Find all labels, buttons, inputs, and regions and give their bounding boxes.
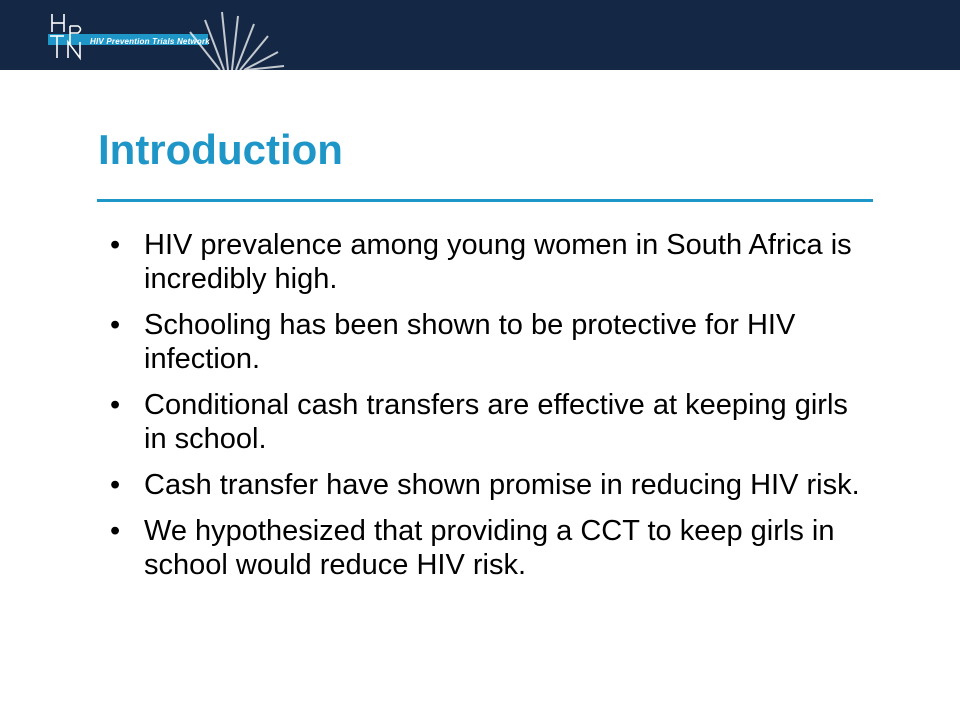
bullet-dot-icon: •: [110, 229, 121, 261]
bullet-text: Cash transfer have shown promise in reducing HIV risk.: [144, 469, 860, 501]
hptn-logo: [40, 6, 300, 70]
bullet-text: Schooling has been shown to be protective for HIV infection.: [144, 309, 796, 375]
bullet-dot-icon: •: [110, 309, 121, 341]
bullet-dot-icon: •: [110, 515, 121, 547]
bullet-text: Conditional cash transfers are effective at keeping girls in school.: [144, 389, 848, 455]
bullet-item: [102, 468, 862, 502]
bullet-dot-icon: •: [110, 469, 121, 501]
title-divider: [97, 199, 873, 202]
bullet-item: [102, 228, 862, 296]
logo-text: HIV Prevention Trials Network: [90, 37, 210, 46]
bullet-text: We hypothesized that providing a CCT to keep girls in school would reduce HIV risk.: [144, 515, 835, 581]
bullet-item: [102, 308, 862, 376]
bullet-item: [102, 514, 862, 582]
bullet-item: [102, 388, 862, 456]
bullet-text: HIV prevalence among young women in South Africa is incredibly high.: [144, 229, 852, 295]
slide-title: Introduction: [98, 126, 343, 173]
header-bar: [0, 0, 960, 70]
bullet-list: [102, 228, 862, 594]
bullet-dot-icon: •: [110, 389, 121, 421]
